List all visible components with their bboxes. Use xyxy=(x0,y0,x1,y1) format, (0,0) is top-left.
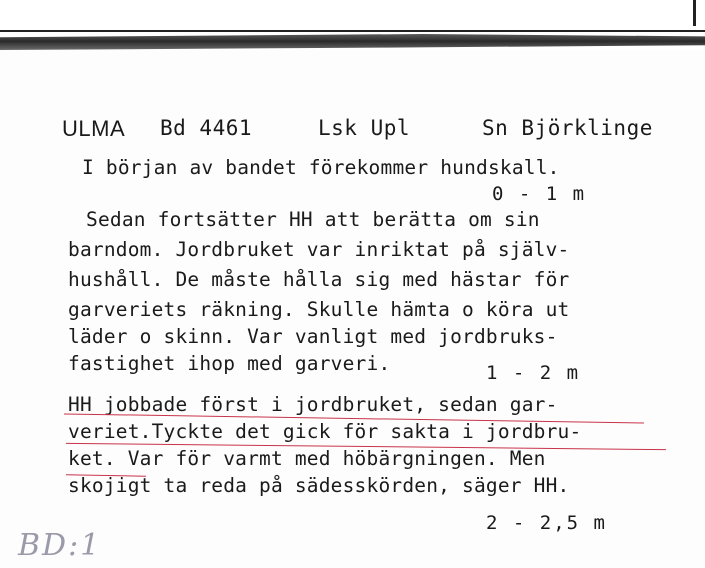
edge-mark xyxy=(693,0,696,26)
text-line-1: I början av bandet förekommer hundskall. xyxy=(82,156,560,179)
card-top-strip xyxy=(0,0,705,34)
scan-shadow-band xyxy=(0,34,705,50)
text-line-11: skojigt ta reda på sädesskörden, säger HH. xyxy=(68,474,570,497)
province: Lsk Upl xyxy=(318,116,411,140)
handwritten-signature: BD:1 xyxy=(18,528,102,563)
text-line-10: ket. Var för varmt med höbärgningen. Men xyxy=(68,447,546,470)
timecode-1: 0 - 1 m xyxy=(492,183,587,205)
card-top-edge xyxy=(0,30,705,32)
archive-name: ULMA xyxy=(62,116,126,141)
timecode-2: 1 - 2 m xyxy=(486,362,581,384)
text-line-3: barndom. Jordbruket var inriktat på själv- xyxy=(68,238,570,261)
text-line-7: fastighet ihop med garveri. xyxy=(68,352,391,375)
text-line-6: läder o skinn. Var vanligt med jordbruks- xyxy=(68,325,558,348)
text-line-8: HH jobbade först i jordbruket, sedan gar- xyxy=(68,393,558,416)
text-line-9: veriet.Tyckte det gick för sakta i jordbru- xyxy=(68,420,582,443)
text-line-2: Sedan fortsätter HH att berätta om sin xyxy=(86,208,540,231)
text-line-5: garveriets räkning. Skulle hämta o köra ut xyxy=(68,298,570,321)
parish: Sn Björklinge xyxy=(482,116,653,140)
band-number: Bd 4461 xyxy=(160,116,253,140)
timecode-3: 2 - 2,5 m xyxy=(486,512,607,534)
text-line-4: hushåll. De måste hålla sig med hästar för xyxy=(68,268,570,291)
